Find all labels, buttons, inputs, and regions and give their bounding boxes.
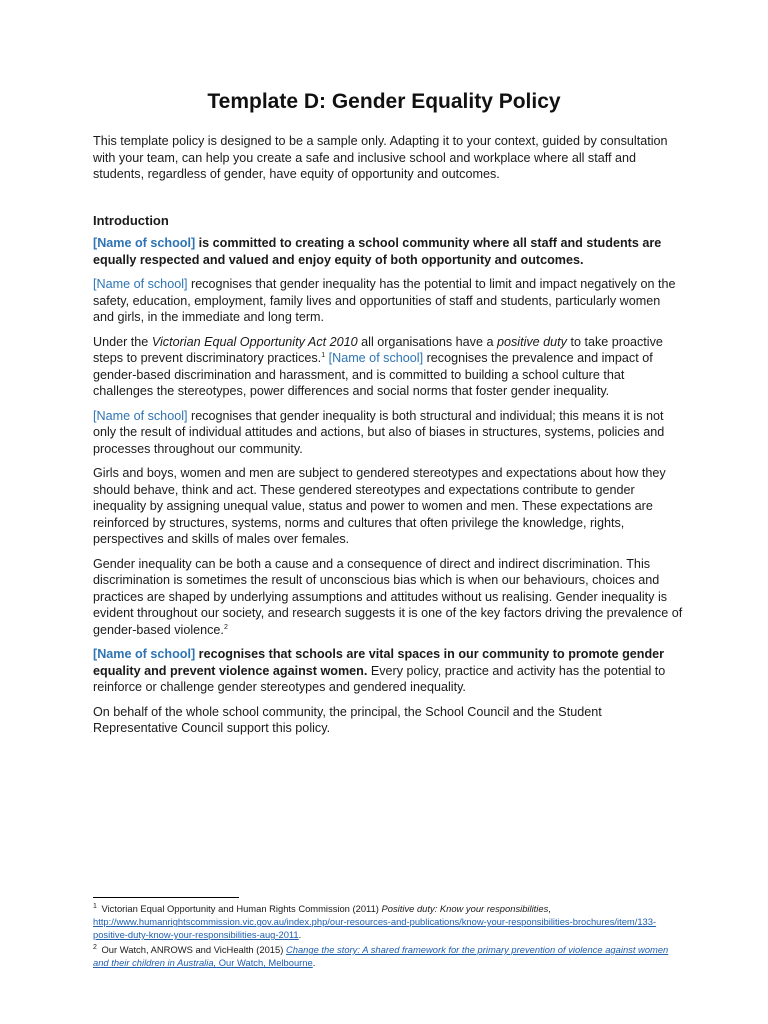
footnote-title-link[interactable]: Change the story: A shared framework for the primary prevention of violence against women and their children in Australia, <box>93 944 669 968</box>
paragraph-text: recognises that gender inequality is both structural and individual; this means it is not only the result of individual attitudes and actions, but also of biases in structures, systems, policies and processes throughout our community. <box>93 408 665 456</box>
school-name-placeholder: [Name of school] <box>93 277 188 291</box>
school-name-placeholder: [Name of school] <box>93 408 188 423</box>
paragraph-text: Every policy, practice and activity has the potential to reinforce or challenge gender stereotypes and gendered inequality. <box>93 663 666 694</box>
intro-paragraph: This template policy is designed to be a sample only. Adapting it to your context, guided by consultation with your team, can help you create a safe and inclusive school and workplace where all staff and students, regardless of gender, have equity of opportunity and outcomes. <box>93 134 668 181</box>
document-body <box>93 133 683 745</box>
footnote-url-link[interactable]: http://www.humanrightscommission.vic.gov.au/index.php/our-resources-and-publications/know-your-responsibilities-brochures/item/133-positive-duty-know-your-responsibilities-aug-2011 <box>93 916 657 940</box>
paragraph-discrimination <box>93 556 683 639</box>
footnote-ref-2[interactable]: 2 <box>223 623 228 631</box>
paragraph-legal-duty <box>93 334 683 400</box>
footnote-1 <box>93 902 683 941</box>
footnote-publisher-link[interactable]: Our Watch, Melbourne <box>216 957 313 968</box>
positive-duty-term: positive duty <box>496 334 567 349</box>
footnote-list <box>93 902 683 969</box>
paragraph-schools <box>93 646 683 696</box>
section-heading: Introduction <box>93 212 169 228</box>
paragraph-text: recognises that gender inequality has the potential to limit and impact negatively on the safety, education, employment, family lives and opportunities of staff and students, particularly women and girls, in the immediate and long term. <box>93 277 676 324</box>
paragraph-text: all organisations have a <box>357 334 497 349</box>
footnote-number: 2 <box>93 943 97 951</box>
footnote-separator <box>93 897 239 898</box>
footnote-punct: . <box>298 929 302 940</box>
footnote-punct: . <box>312 957 316 968</box>
act-name: Victorian Equal Opportunity Act 2010 <box>151 334 358 349</box>
footnote-org: Victorian Equal Opportunity and Human Rights Commission (2011) <box>98 903 382 914</box>
paragraph-stereotypes: Girls and boys, women and men are subject to gendered stereotypes and expectations about how they should behave, think and act. These gendered stereotypes and expectations contribute to gender inequality by assigning unequal value, status and power to women and men. These expectations are reinforced by structures, systems, norms and cultures that often privilege the knowledge, rights, perspectives and skills of males over females. <box>93 466 666 546</box>
footnote-title: Positive duty: Know your responsibilities <box>381 903 549 914</box>
paragraph-structural <box>93 408 683 458</box>
footnote-ref-1[interactable]: 1 <box>321 351 326 359</box>
page-title: Template D: Gender Equality Policy <box>207 90 561 113</box>
footnote-2 <box>93 943 683 969</box>
paragraph-text-bold: recognises that schools are vital spaces in our community to promote gender equality and prevent violence against women. <box>93 647 665 678</box>
school-name-placeholder: [Name of school] <box>328 351 424 365</box>
paragraph-text: recognises the prevalence and impact of gender-based discrimination and harassment, and is committed to building a school culture that challenges the stereotypes, power differences and social norms that foster gender inequality. <box>93 351 653 398</box>
paragraph-support: On behalf of the whole school community, the principal, the School Council and the Student Representative Council support this policy. <box>93 704 602 735</box>
paragraph-commitment <box>93 235 683 268</box>
paragraph-text: Gender inequality can be both a cause and a consequence of direct and indirect discrimination. This discrimination is sometimes the result of unconscious bias which is when our behaviours, choices and practices are shaped by underlying assumptions and attitudes without us realising. Gender inequality is evident throughout our society, and research suggests it is one of the key factors driving the prevalence of gender-based violence. <box>93 556 683 637</box>
footnote-punct: , <box>548 903 551 914</box>
footnote-org: Our Watch, ANROWS and VicHealth (2015) <box>98 944 286 955</box>
paragraph-text: is committed to creating a school community where all staff and students are equally respected and valued and enjoy equity of both opportunity and outcomes. <box>93 236 662 267</box>
paragraph-recognition <box>93 276 683 326</box>
paragraph-text: Under the <box>93 334 152 349</box>
school-name-placeholder: [Name of school] <box>93 647 196 661</box>
footnotes-section <box>93 897 683 971</box>
school-name-placeholder: [Name of school] <box>93 236 196 250</box>
footnote-number: 1 <box>93 902 97 910</box>
paragraph-text: to take proactive steps to prevent discriminatory practices. <box>93 334 663 365</box>
